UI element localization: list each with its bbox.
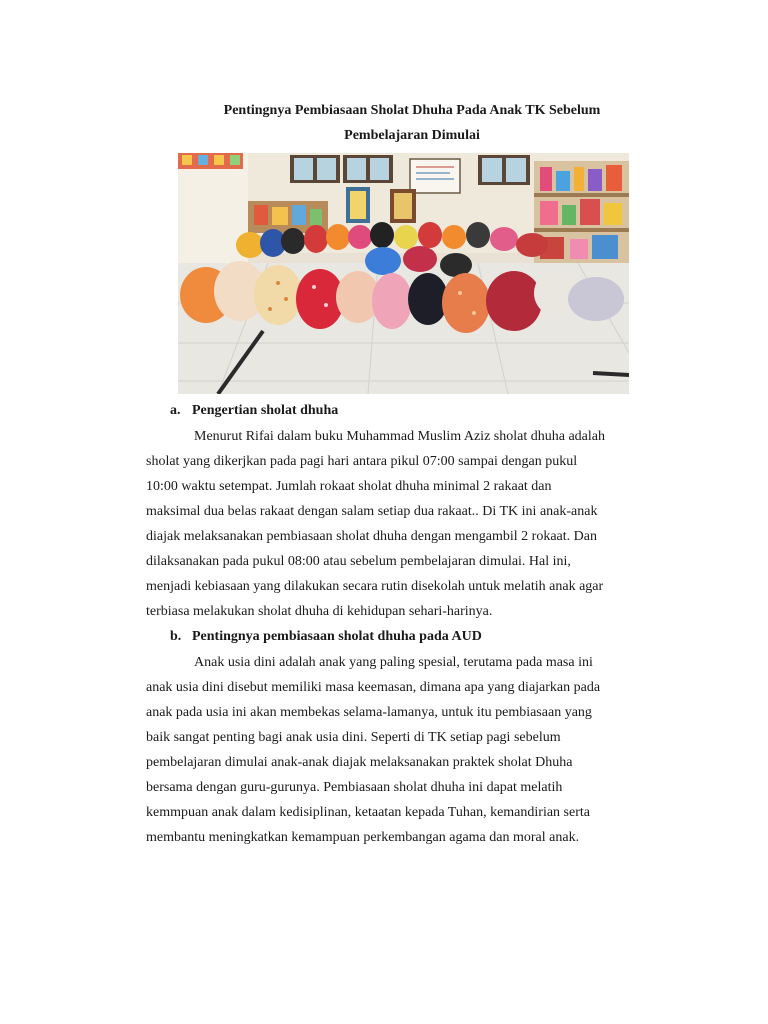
section-a-title: Pengertian sholat dhuha xyxy=(192,403,339,418)
section-a-line-3: 10:00 waktu setempat. Jumlah rokaat sholat dhuha minimal 2 rakaat dan xyxy=(146,479,552,494)
section-a-line-8: terbiasa melakukan sholat dhuha di kehidupan sehari-harinya. xyxy=(146,604,493,619)
section-b-line-5: pembelajaran dimulai anak-anak diajak melaksanakan praktek sholat Dhuha xyxy=(146,755,573,770)
section-a-line-2: sholat yang dikerjkan pada pagi hari antara pikul 07:00 sampai dengan pukul xyxy=(146,454,578,469)
classroom-prayer-photo xyxy=(178,153,629,394)
section-a-label: a. xyxy=(170,403,181,418)
section-a-line-4: maksimal dua belas rakaat dengan salam setiap dua rakaat.. Di TK ini anak-anak xyxy=(146,504,598,519)
section-b-line-1: Anak usia dini adalah anak yang paling spesial, terutama pada masa ini xyxy=(194,655,593,670)
section-a-line-1: Menurut Rifai dalam buku Muhammad Muslim Aziz sholat dhuha adalah xyxy=(194,429,605,444)
document-title-line-1: Pentingnya Pembiasaan Sholat Dhuha Pada Anak TK Sebelum xyxy=(223,103,601,118)
section-b-line-8: membantu meningkatkan kemampuan perkembangan agama dan moral anak. xyxy=(146,830,580,845)
section-b-title: Pentingnya pembiasaan sholat dhuha pada AUD xyxy=(192,629,482,644)
section-b-line-4: baik sangat penting bagi anak usia dini. Seperti di TK setiap pagi sebelum xyxy=(146,730,561,745)
section-a-line-7: menjadi kebiasaan yang dilakukan secara rutin disekolah untuk melatih anak agar xyxy=(146,579,604,594)
section-b-line-3: anak pada usia ini akan membekas selama-lamanya, untuk itu pembiasaan yang xyxy=(146,705,592,720)
section-b-label: b. xyxy=(170,629,182,644)
section-a-heading xyxy=(170,403,338,419)
document-title-line-2: Pembelajaran Dimulai xyxy=(344,128,480,143)
section-b-line-2: anak usia dini disebut memiliki masa keemasan, dimana apa yang diajarkan pada xyxy=(146,680,601,695)
section-b-line-7: kemmpuan anak dalam kedisiplinan, ketaatan kepada Tuhan, kemandirian serta xyxy=(146,805,590,820)
section-a-line-5: diajak melaksanakan pembiasaan sholat dhuha dengan mengambil 2 rokaat. Dan xyxy=(146,529,597,544)
section-a-line-6: dilaksanakan pada pukul 08:00 atau sebelum pembelajaran dimulai. Hal ini, xyxy=(146,554,571,569)
section-b-heading xyxy=(170,629,482,645)
section-b-line-6: bersama dengan guru-gurunya. Pembiasaan sholat dhuha ini dapat melatih xyxy=(146,780,563,795)
